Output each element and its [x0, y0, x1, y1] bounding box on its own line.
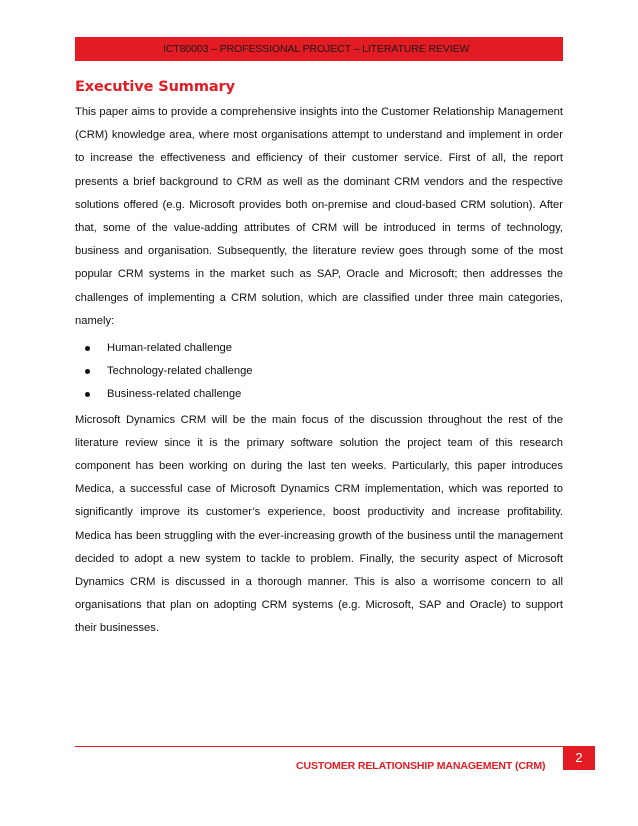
footer-divider [75, 746, 563, 747]
section-title: Executive Summary [75, 79, 235, 95]
list-item [85, 360, 563, 383]
footer-title: CUSTOMER RELATIONSHIP MANAGEMENT (CRM) [296, 760, 546, 772]
paragraph-dynamics: Microsoft Dynamics CRM will be the main focus of the discussion throughout the rest of the literature review since it is the primary software solution the project team of this research component has been working on during the last ten weeks. Particularly, this paper introduces Medica, a successful case of Microsoft Dynamics CRM implementation, which was reported to significantly improve its customer’s experience, boost productivity and increase profitability. Medica has been struggling with the ever-increasing growth of the business until the management decided to adopt a new system to tackle to problem. Finally, the security aspect of Microsoft Dynamics CRM is discussed in a thorough manner. This is also a worrisome concern to all organisations that plan on adopting CRM systems (e.g. Microsoft, SAP and Oracle) to support their businesses. [75, 413, 563, 635]
list-item-label: Technology-related challenge [107, 365, 253, 378]
list-item [85, 337, 563, 360]
bullet-icon [85, 392, 90, 397]
list-item-label: Business-related challenge [107, 388, 242, 401]
list-item [85, 383, 563, 406]
paragraph-intro: This paper aims to provide a comprehensive insights into the Customer Relationship Management (CRM) knowledge area, where most organisations attempt to understand and implement in order to increase the effectiveness and efficiency of their customer service. First of all, the report presents a brief background to CRM as well as the dominant CRM vendors and the respective solutions offered (e.g. Microsoft provides both on-premise and cloud-based CRM solution). After that, some of the value-adding attributes of CRM will be introduced in terms of technology, business and organisation. Subsequently, the literature review goes through some of the most popular CRM systems in the market such as SAP, Oracle and Microsoft; then addresses the challenges of implementing a CRM solution, which are classified under three main categories, namely: [75, 106, 563, 327]
page-number: 2 [563, 746, 595, 770]
document-body [75, 101, 563, 641]
bullet-icon [85, 346, 90, 351]
list-item-label: Human-related challenge [107, 342, 233, 355]
bullet-icon [85, 369, 90, 374]
header-bar [75, 37, 563, 61]
challenge-list [75, 337, 563, 407]
header-title: ICT80003 – PROFESSIONAL PROJECT – LITERATURE REVIEW [163, 43, 470, 55]
